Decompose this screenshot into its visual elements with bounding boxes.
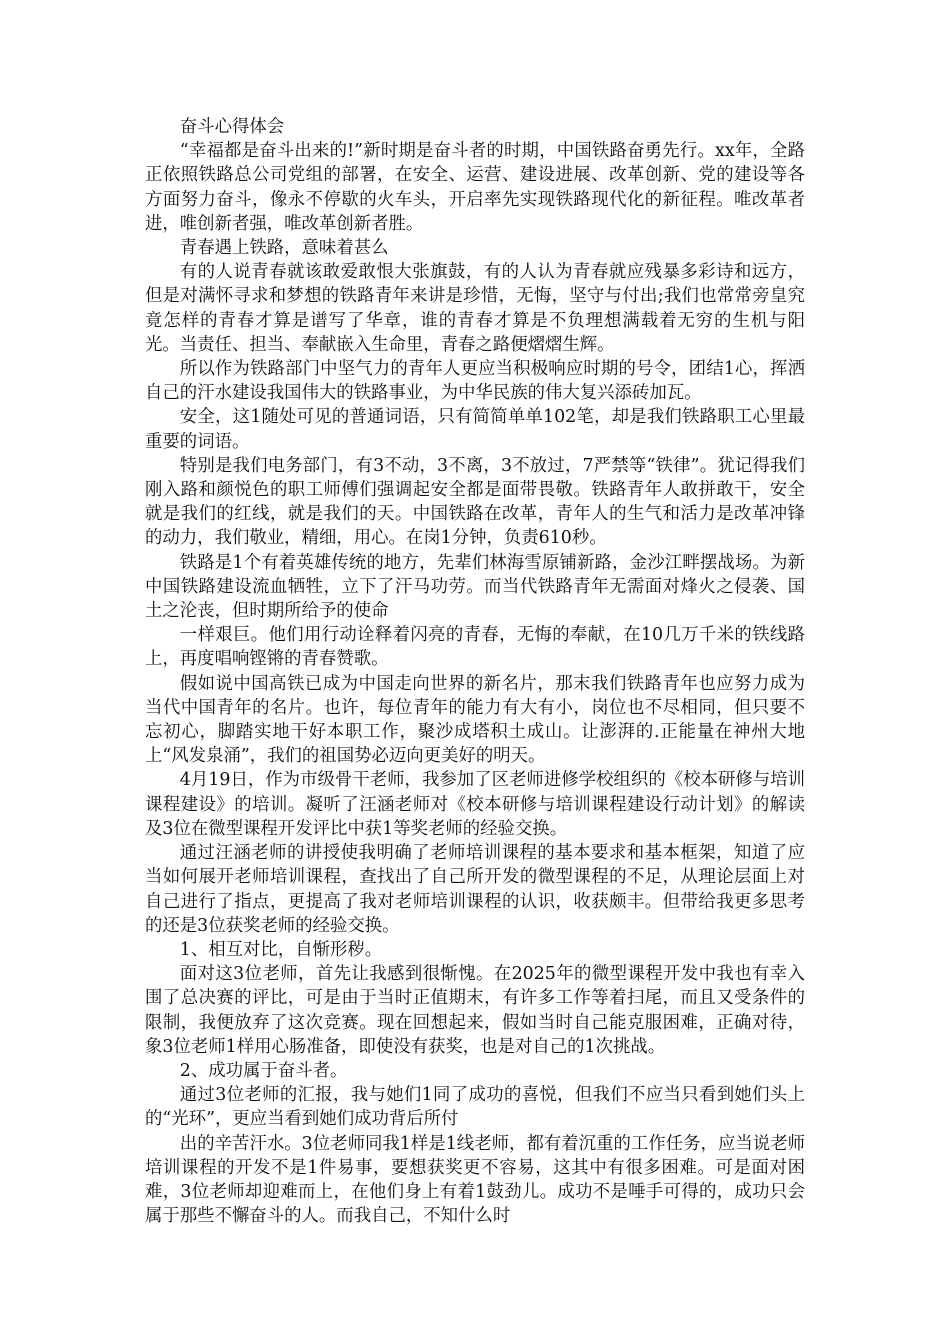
paragraph: 出的辛苦汗水。3位老师同我1样是1线老师，都有着沉重的工作任务，应当说老师培训课程的开发不是1件易事，要想获奖更不容易，这其中有很多困难。可是面对困难，3位老师却迎难而上，在他们身上有着1鼓劲儿。成功不是唾手可得的，成功只会属于那些不懈奋斗的人。而我自己，不知什么时	[145, 1133, 805, 1227]
document-title: 奋斗心得体会	[179, 117, 285, 137]
paragraph: 假如说中国高铁已成为中国走向世界的新名片，那末我们铁路青年也应努力成为当代中国青年的名片。也许，每位青年的能力有大有小，岗位也不尽相同，但只要不忘初心，脚踏实地干好本职工作，聚沙成塔积土成山。让澎湃的.正能量在神州大地上“风发泉涌”，我们的祖国势必迈向更美好的明天。	[145, 673, 805, 767]
paragraph: 面对这3位老师，首先让我感到很惭愧。在2025年的微型课程开发中我也有幸入围了总决赛的评比，可是由于当时正值期末，有许多工作等着扫尾，而且又受条件的限制，我便放弃了这次竞赛。现在回想起来，假如当时自己能克服困难，正确对待，象3位老师1样用心肠准备，即使没有获奖，也是对自己的1次挑战。	[145, 964, 805, 1057]
paragraph: 4月19日，作为市级骨干老师，我参加了区老师进修学校组织的《校本研修与培训课程建设》的培训。凝听了汪涵老师对《校本研修与培训课程建设行动计划》的解读及3位在微型课程开发评比中获1等奖老师的经验交换。	[145, 770, 805, 839]
paragraph: 通过3位老师的汇报，我与她们1同了成功的喜悦，但我们不应当只看到她们头上的“光环”，更应当看到她们成功背后所付	[145, 1085, 805, 1130]
paragraph: 特别是我们电务部门，有3不动，3不离，3不放过，7严禁等“铁律”。犹记得我们刚入路和颜悦色的职工师傅们强调起安全都是面带畏敬。铁路青年人敢拼敢干，安全就是我们的红线，就是我们的天。中国铁路在改革，青年人的生气和活力是改革冲锋的动力，我们敬业，精细，用心。在岗1分钟，负责610秒。	[145, 455, 805, 549]
paragraph: 通过汪涵老师的讲授使我明确了老师培训课程的基本要求和基本框架，知道了应当如何展开老师培训课程，查找出了自己所开发的微型课程的不足，从理论层面上对自己进行了指点，更提高了我对老师培训课程的认识，收获颇丰。但带给我更多思考的还是3位获奖老师的经验交换。	[145, 843, 805, 936]
paragraph: “幸福都是奋斗出来的!”新时期是奋斗者的时期，中国铁路奋勇先行。xx年，全路正依照铁路总公司党组的部署，在安全、运营、建设进展、改革创新、党的建设等各方面努力奋斗，像永不停歇的火车头，开启率先实现铁路现代化的新征程。唯改革者进，唯创新者强，唯改革创新者胜。	[145, 141, 805, 234]
section-heading: 1、相互对比，自惭形秽。	[179, 939, 383, 960]
paragraph: 铁路是1个有着英雄传统的地方，先辈们林海雪原铺新路，金沙江畔摆战场。为新中国铁路建设流血牺牲，立下了汗马功劳。而当代铁路青年无需面对烽火之侵袭、国土之沦丧，但时期所给予的使命	[145, 552, 805, 622]
paragraph: 所以作为铁路部门中坚气力的青年人更应当积极响应时期的号令，团结1心，挥洒自己的汗水建设我国伟大的铁路事业，为中华民族的伟大复兴添砖加瓦。	[145, 359, 805, 404]
paragraph: 安全，这1随处可见的普通词语，只有简简单单102笔，却是我们铁路职工心里最重要的词语。	[145, 407, 805, 452]
document-body	[145, 115, 805, 1228]
section-heading: 2、成功属于奋斗者。	[179, 1060, 348, 1081]
section-heading: 青春遇上铁路，意味着甚么	[179, 238, 389, 259]
paragraph: 有的人说青春就该敢爱敢恨大张旗鼓，有的人认为青春就应残暴多彩诗和远方，但是对满怀寻求和梦想的铁路青年来讲是珍惜，无悔，坚守与付出;我们也常常旁皇究竟怎样的青春才算是谱写了华章，谁的青春才算是不负理想满载着无穷的生机与阳光。当责任、担当、奉献嵌入生命里，青春之路便熠熠生辉。	[145, 262, 805, 355]
paragraph: 一样艰巨。他们用行动诠释着闪亮的青春，无悔的奉献，在10几万千米的铁线路上，再度唱响铿锵的青春赞歌。	[145, 625, 805, 670]
